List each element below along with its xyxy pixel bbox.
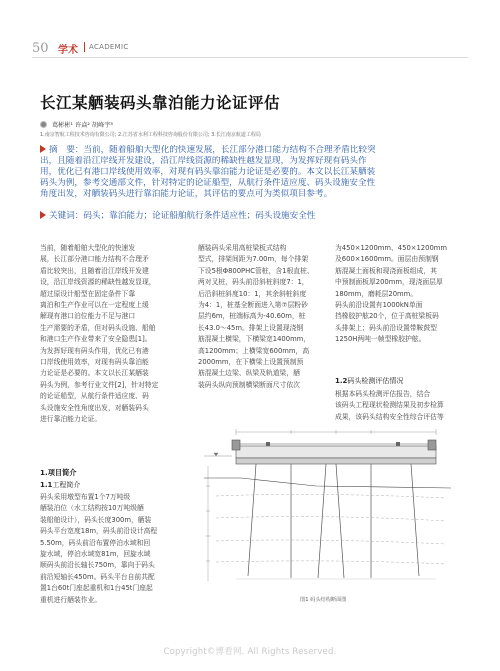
triangle-bullet-icon [40, 145, 46, 153]
text-line: 两对叉桩，码头前沿斜桩斜度7：1， [198, 278, 309, 287]
section-separator [84, 42, 85, 52]
text-line: 进行靠泊能力论证。 [40, 415, 102, 424]
abstract [40, 145, 466, 200]
text-line: 为发挥好现有码头作用，优化已有港 [40, 346, 149, 355]
text-line: 口岸线使用效率，对现有码头靠泊能 [40, 358, 149, 367]
text-line: 舾装泊位（水工结构按10万吨级舾 [40, 504, 144, 513]
text-line: 顺码头前沿长轴长750m，靠向于码头 [40, 561, 155, 570]
body-column-3 [335, 243, 463, 346]
abstract-line: 角度出发，对舾装码头进行靠泊能力论证，其评估的要点可为类似项目参考。 [40, 189, 333, 200]
text-line: 置1台60t门座起重机和1台45t门座起 [40, 584, 153, 593]
body-column-1-continued [40, 492, 185, 606]
text-line: 为450×1200mm、450×1200mm [335, 244, 448, 252]
section-heading-1-2 [335, 376, 403, 386]
author-row [40, 119, 113, 129]
text-line: 后沿斜桩斜度10：1，其余斜桩斜度 [198, 289, 307, 298]
text-line: 展，长江部分港口能力结构不合理矛 [40, 255, 149, 264]
text-line: 筋混凝土边梁、纵梁及轨道梁，舾 [198, 369, 300, 378]
text-line: 力论证是必要的。本文以长江某舾装 [40, 369, 149, 378]
text-line: 生产需要的矛盾，但对码头设施、船舶 [40, 323, 156, 332]
text-line: 重机进行舾装作业。 [40, 595, 102, 604]
text-line: 头排架上；码头前沿设置带鞍鼓型 [335, 323, 437, 332]
text-line: 中预制面板厚200mm，现浇面层厚 [335, 278, 443, 287]
text-line: 头设施安全性角度出发，对舾装码头 [40, 403, 149, 412]
text-line: 码头为例，参考行业文件[2]，针对特定 [40, 380, 159, 389]
text-line: 装码头纵向预制横梁断面尺寸依次 [198, 380, 300, 389]
text-line: 筋混凝土面板和现浇面板组成，其 [335, 266, 437, 275]
text-line: 解现有港口泊位能力不足与港口 [40, 312, 136, 321]
text-line: 盾比较突出，且随着沿江岸线开发建 [40, 266, 149, 275]
abstract-line: 出，且随着沿江岸线开发建设，沿江岸线资源的稀缺性越发显现，为发挥好现有码头作 [40, 156, 367, 167]
text-line: 根据本码头检测评估报告，结合 [335, 390, 431, 398]
heading-number: 1.2 [335, 377, 348, 385]
text-line: 离泊和生产作业可以在一定程度上缓 [40, 301, 149, 310]
text-line: 该码头工程现状检测结果及初步检算 [335, 401, 444, 410]
text-line: 及600×1600mm。面层由预制钢 [335, 255, 439, 264]
text-line: 舾装码头采用高桩梁板式结构 [198, 244, 287, 252]
body-column-1 [40, 243, 187, 426]
abstract-label: 摘 要： [49, 145, 84, 155]
text-line: 和港口生产作业带来了安全隐患[1]。 [40, 335, 152, 344]
keywords [40, 211, 466, 222]
wharf-cross-section-drawing [196, 426, 464, 592]
authors: 葛彬彬¹ 许焱² 胡峰宇³ [52, 121, 113, 129]
text-line: 2000mm，在下横梁上设置预制预 [198, 358, 304, 367]
text-line: 下设5根Φ800PHC管桩，含1根直桩、 [198, 266, 314, 275]
text-line: 装船舶设计），码头长度300m，舾装 [40, 515, 152, 524]
text-line: 码头平台宽度18m，码头前沿设计高程 [40, 527, 158, 536]
text-line: 高1200mm；上横梁宽600mm，高 [198, 346, 310, 355]
abstract-line: 码头为例，参考交通部文件，针对特定的论证船型，从航行条件适应度、码头设施安全性 [40, 178, 376, 189]
section-heading-1-1 [40, 480, 80, 490]
text-line: 前沿短轴长450m。码头平台自前共配 [40, 572, 155, 581]
text-line: 长43.0～45m。排架上设置现浇钢 [198, 323, 304, 332]
abstract-line: 用，优化已有港口岸线使用效率，对现有码头靠泊能力论证是必要的。本文以长江某舾装 [40, 167, 376, 178]
text-line: 当前，随着船舶大型化的快速发 [40, 244, 136, 252]
triangle-bullet-icon [40, 211, 46, 219]
text-line: 超过原设计船型在固定条件下靠 [40, 289, 136, 298]
text-line: 层约6m，桩端标高为-40.60m，桩 [198, 312, 306, 321]
copyright-watermark: Copyright©博看网. All Rights Reserved. [163, 647, 337, 657]
section-label: 学术 [58, 45, 78, 56]
section-heading-1: 1.项目简介 [40, 468, 77, 477]
article-title: 长江某舾装码头靠泊能力论证评估 [40, 94, 281, 112]
text-line: 为4：1，桩基全断面进入第⑦层粉砂 [198, 301, 308, 310]
author-bullet-icon [40, 121, 47, 128]
text-line: 旋水域，停泊水域宽81m，回旋水域 [40, 550, 151, 559]
keywords-text: 关键词：码头；靠泊能力；论证船舶航行条件适应性；码头设施安全性 [49, 211, 316, 221]
body-column-2 [198, 243, 328, 391]
text-line: 型式，排架间距为7.00m，每个排架 [198, 255, 309, 264]
text-line: 码头采用墩型布置1个7万吨级 [40, 493, 131, 501]
text-line: 的论证船型，从航行条件适应度、码 [40, 392, 149, 401]
text-line: 1250H两吨一帧型橡胶护舷。 [335, 335, 426, 344]
body-column-3-continued [335, 389, 463, 423]
text-line: 码头前沿设置有1000kN单面 [335, 301, 423, 310]
page-number: 50 [32, 41, 49, 56]
text-line: 5.50m，码头前沿布置停泊水域和回 [40, 538, 151, 547]
section-label-english: ACADEMIC [89, 43, 129, 51]
text-line: 挡橡胶护舷20个，位于高桩梁板码 [335, 312, 439, 321]
affiliation: 1.南京智航工程技术咨询有限公司; 2.江苏省水利工程科技咨询股份有限公司; 3.长江南京航道工程局 [40, 132, 261, 138]
abstract-line: 当前，随着船舶大型化的快速发展，长江部分港口能力结构不合理矛盾比较突 [83, 145, 376, 155]
text-line: 设，沿江岸线资源的稀缺性越发显现， [40, 278, 156, 287]
text-line: 成果，该码头结构安全性综合评估等 [335, 412, 444, 421]
heading-title: 工程简介 [52, 481, 81, 489]
figure-caption: 图1 码头结构断面图 [300, 597, 347, 603]
header-rule [32, 57, 468, 58]
text-line: 筋混凝土横梁，下横梁宽1400mm， [198, 335, 311, 344]
text-line: 180mm，磨耗层20mm。 [335, 289, 418, 298]
heading-title: 码头检测评估情况 [347, 377, 404, 385]
heading-number: 1.1 [40, 481, 53, 489]
